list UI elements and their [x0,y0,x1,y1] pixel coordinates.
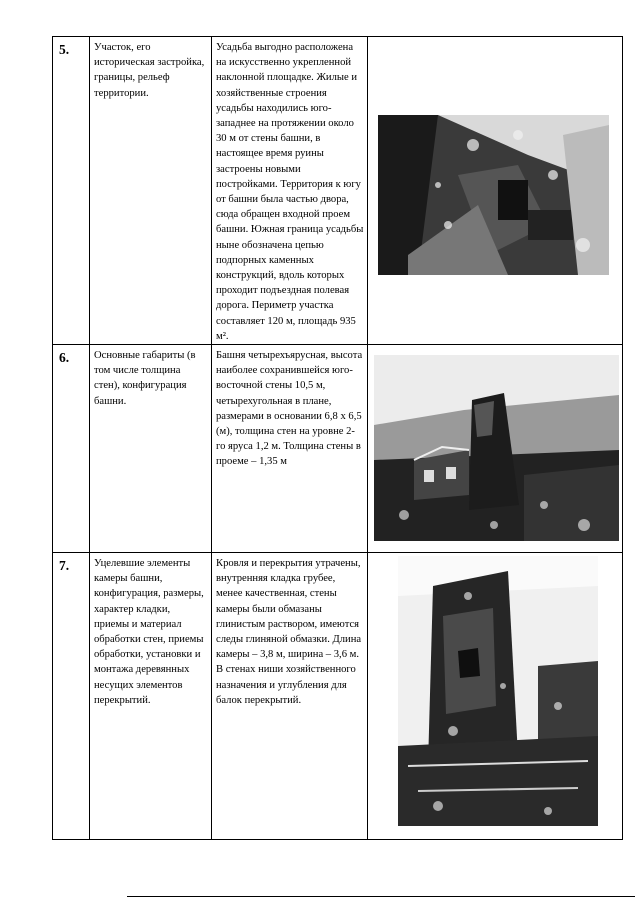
table-row [53,345,623,553]
row-number-cell [53,345,90,553]
row-description: Усадьба выгодно расположена на искусственно укрепленной наклонной площадке. Жилые и хозяйственные строения усадьбы находились юго-западнее на протяжении около 30 м от стены башни, в настоящее время руины застроены новыми постройками. Территория к югу от башни была частью двора, сюда обращен входной проем башни. Южная граница усадьбы ныне обозначена цепью подпорных каменных конструкций, вдоль которых проходит подъездная полевая дорога. Периметр участка составляет 120 м, площадь 935 м². [216,42,364,342]
row-photo-cell [368,553,623,840]
row-description-cell [212,345,368,553]
row-number-cell [53,553,90,840]
row-number: 7. [59,558,70,574]
row-number: 5. [59,42,70,57]
row-name: Основные габариты (в том числе толщина стен), конфигурация башни. [94,350,196,407]
row-name: Уцелевшие элементы камеры башни, конфигурация, размеры, характер кладки, приемы и материал обработки стен, приемы обработки, установки и монтажа деревянных несущих элементов перекрытий. [94,558,204,706]
row-name-cell [90,37,212,345]
row-number: 6. [59,350,70,366]
description-table [52,36,623,840]
row-name: Участок, его историческая застройка, границы, рельеф территории. [94,42,205,99]
row-photo-cell [368,37,623,345]
row-name-cell [90,553,212,840]
row-number-cell [53,37,90,345]
row-name-cell [90,345,212,553]
row-description: Кровля и перекрытия утрачены, внутренняя кладка грубее, менее качественная, стены камеры были обмазаны глинистым раствором, имеются следы глиняной обмазки. Длина камеры – 3,8 м, ширина – 3,6 м. В стенах ниши хозяйственного назначения и углубления для балок перекрытий. [216,558,362,706]
row-description-cell [212,37,368,345]
tower-chamber-photo [398,556,598,826]
row-description-cell [212,553,368,840]
footer-rule [127,896,635,897]
tower-exterior-photo [374,355,619,541]
row-photo-cell [368,345,623,553]
row-description: Башня четырехъярусная, высота наиболее сохранившейся юго-восточной стены 10,5 м, четырехугольная в плане, размерами в основании 6,8 х 6,5 (м), толщина стен на уровне 2-го яруса 1,2 м. Толщина стены в проеме – 1,35 м [216,350,363,468]
aerial-site-photo [378,115,609,275]
table-row [53,37,623,345]
table-row [53,553,623,840]
